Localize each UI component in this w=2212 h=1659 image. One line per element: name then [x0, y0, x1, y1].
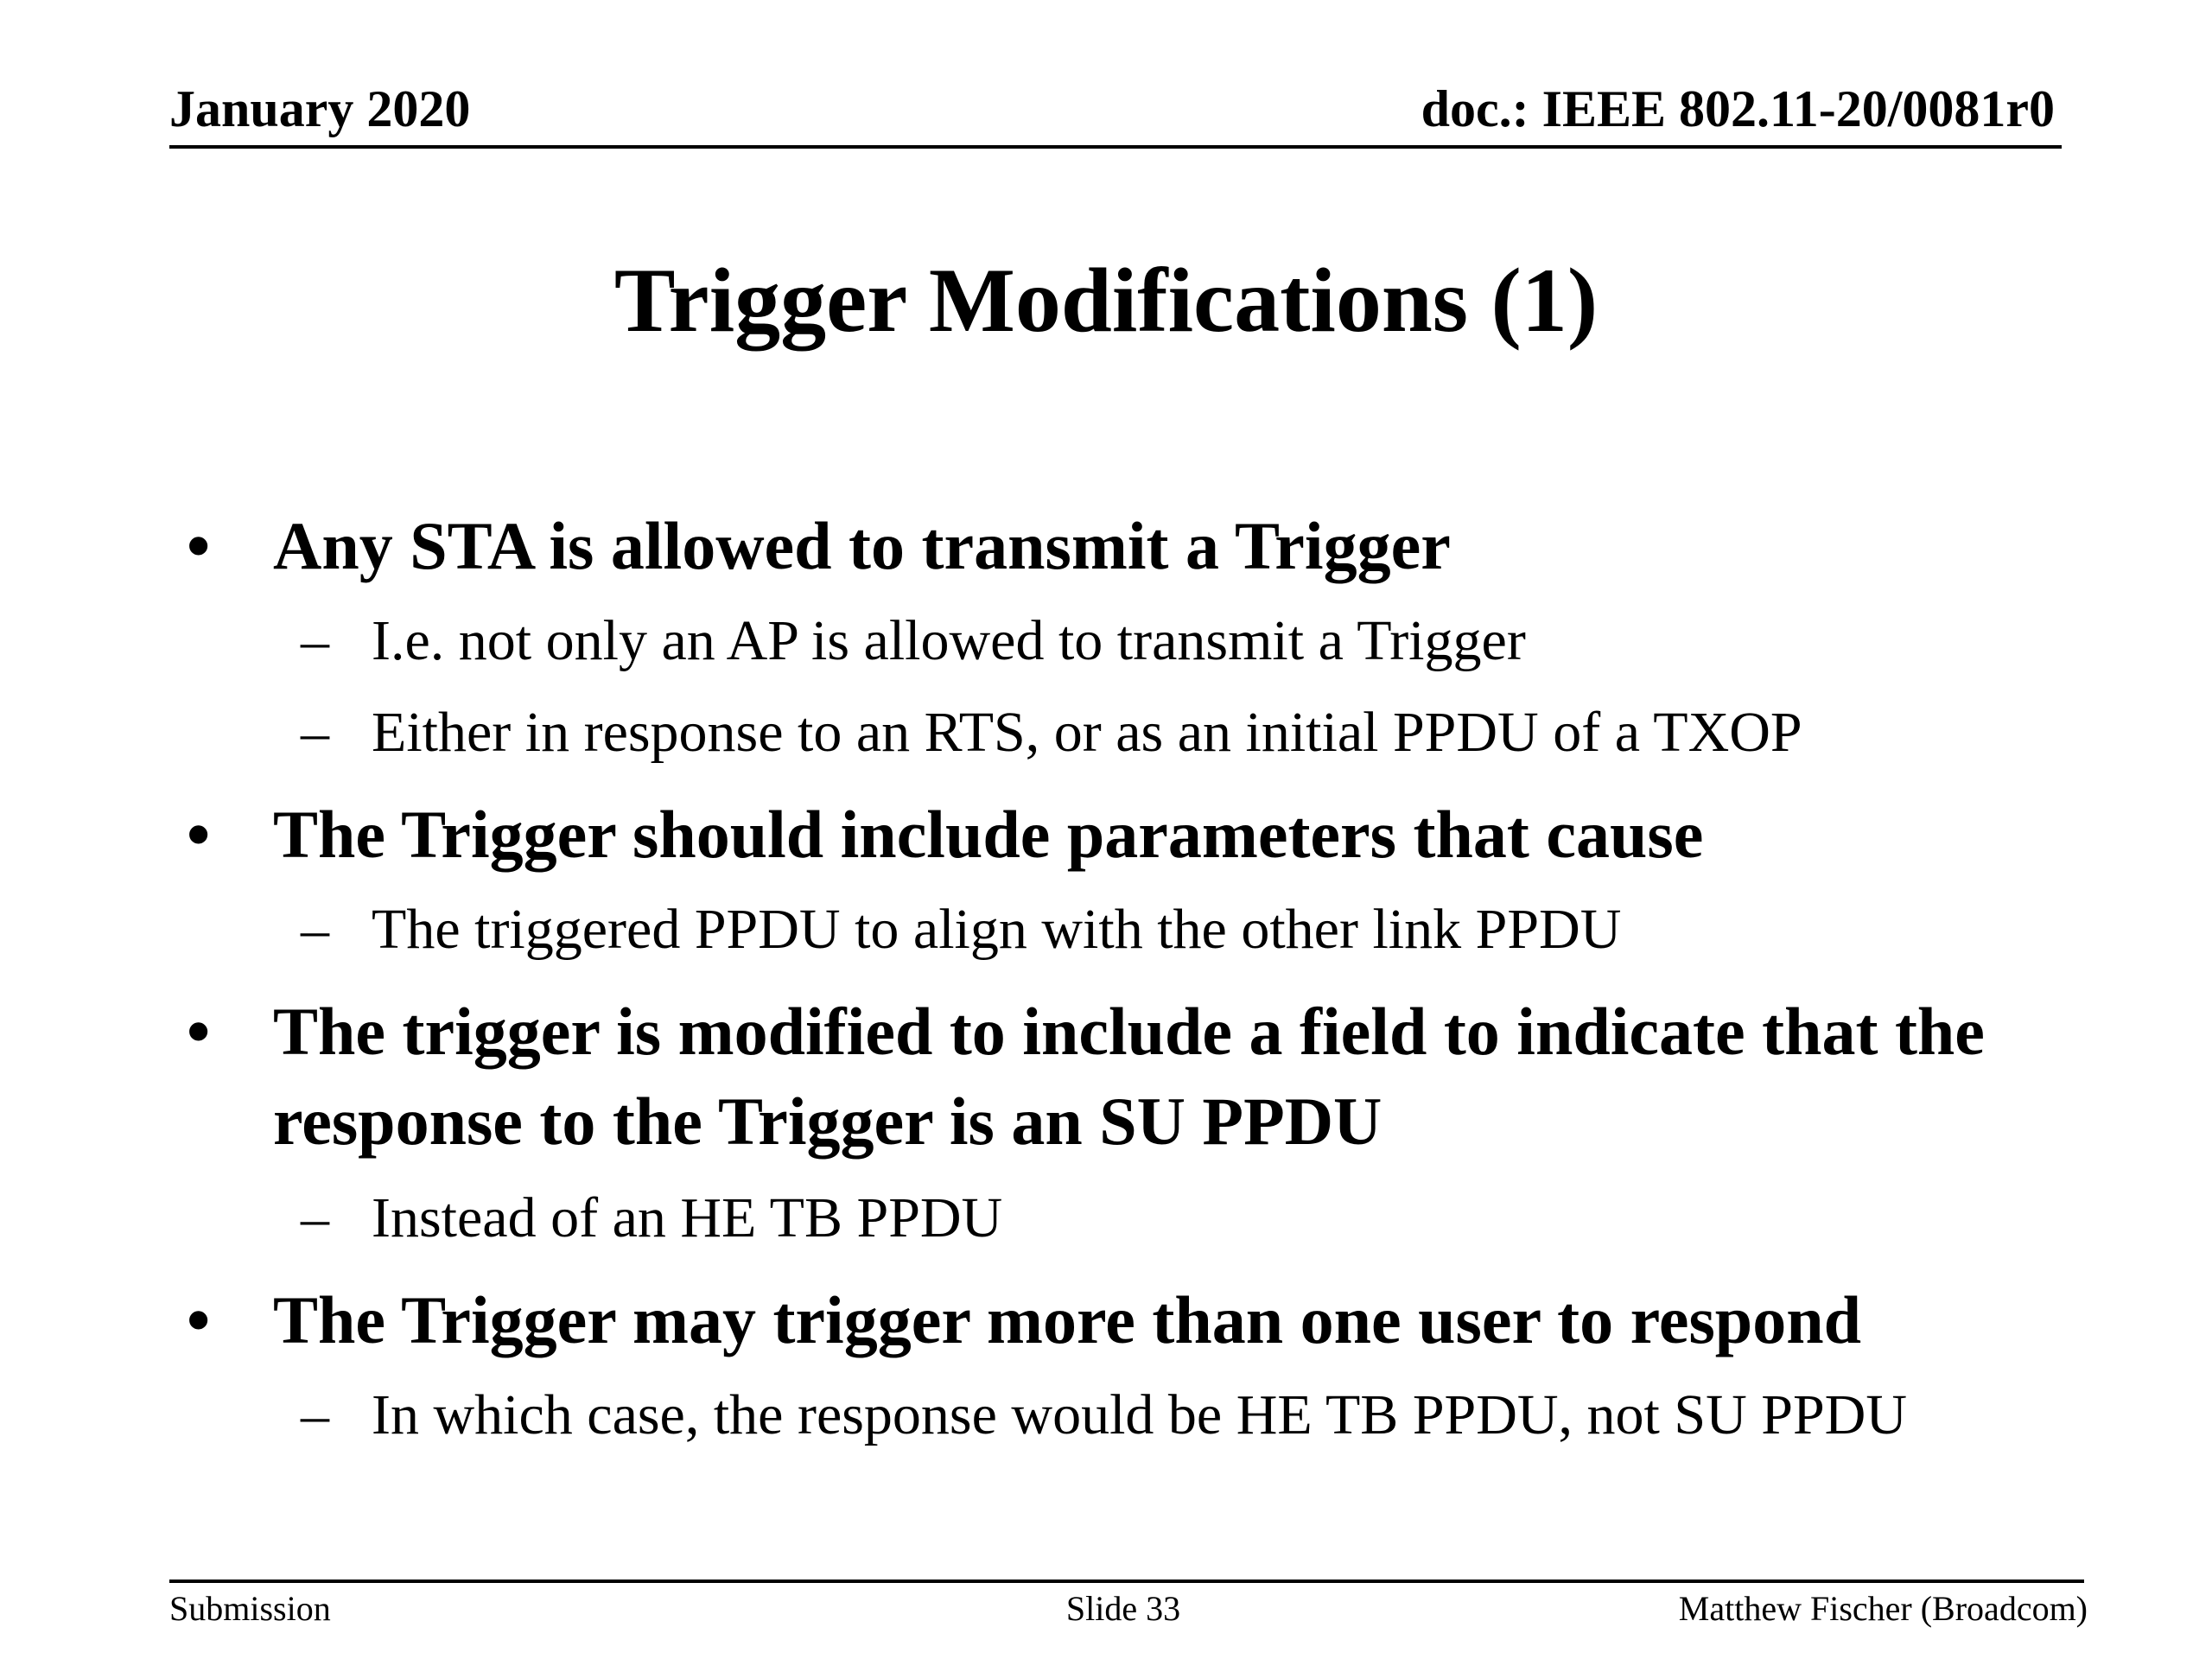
sub-bullet-marker: –	[301, 1383, 329, 1446]
bullet-3: The trigger is modified to include a field to indicate that the response to the Trigger is an SU PPDU	[273, 994, 1985, 1159]
bullet-3-sub-1: Instead of an HE TB PPDU	[372, 1186, 1003, 1249]
footer-slide-number: Slide 33	[1065, 1589, 1181, 1628]
bullet-marker: •	[187, 508, 211, 583]
slide-title: Trigger Modifications (1)	[613, 250, 1599, 351]
bullet-marker: •	[187, 797, 211, 872]
footer-rule	[169, 1580, 2084, 1583]
bullet-marker: •	[187, 994, 211, 1069]
footer-author: Matthew Fischer (Broadcom)	[1678, 1589, 2088, 1628]
bullet-4-sub-1: In which case, the response would be HE TB PPDU, not SU PPDU	[372, 1383, 1908, 1446]
bullet-1-sub-1: I.e. not only an AP is allowed to transmit a Trigger	[372, 609, 1526, 672]
header-date: January 2020	[169, 80, 471, 137]
sub-bullet-marker: –	[301, 701, 329, 764]
sub-bullet-marker: –	[301, 1186, 329, 1249]
bullet-2: The Trigger should include parameters that cause	[273, 797, 1704, 872]
sub-bullet-marker: –	[301, 898, 329, 961]
bullet-4: The Trigger may trigger more than one user to respond	[273, 1282, 1861, 1357]
bullet-1-sub-2: Either in response to an RTS, or as an initial PPDU of a TXOP	[372, 701, 1802, 764]
sub-bullet-marker: –	[301, 609, 329, 672]
bullet-1: Any STA is allowed to transmit a Trigger	[273, 508, 1451, 583]
footer-submission: Submission	[169, 1589, 331, 1628]
header-doc-id: doc.: IEEE 802.11-20/0081r0	[1421, 80, 2055, 137]
bullet-2-sub-1: The triggered PPDU to align with the other link PPDU	[372, 898, 1622, 961]
header-rule	[169, 145, 2062, 149]
bullet-marker: •	[187, 1282, 211, 1357]
